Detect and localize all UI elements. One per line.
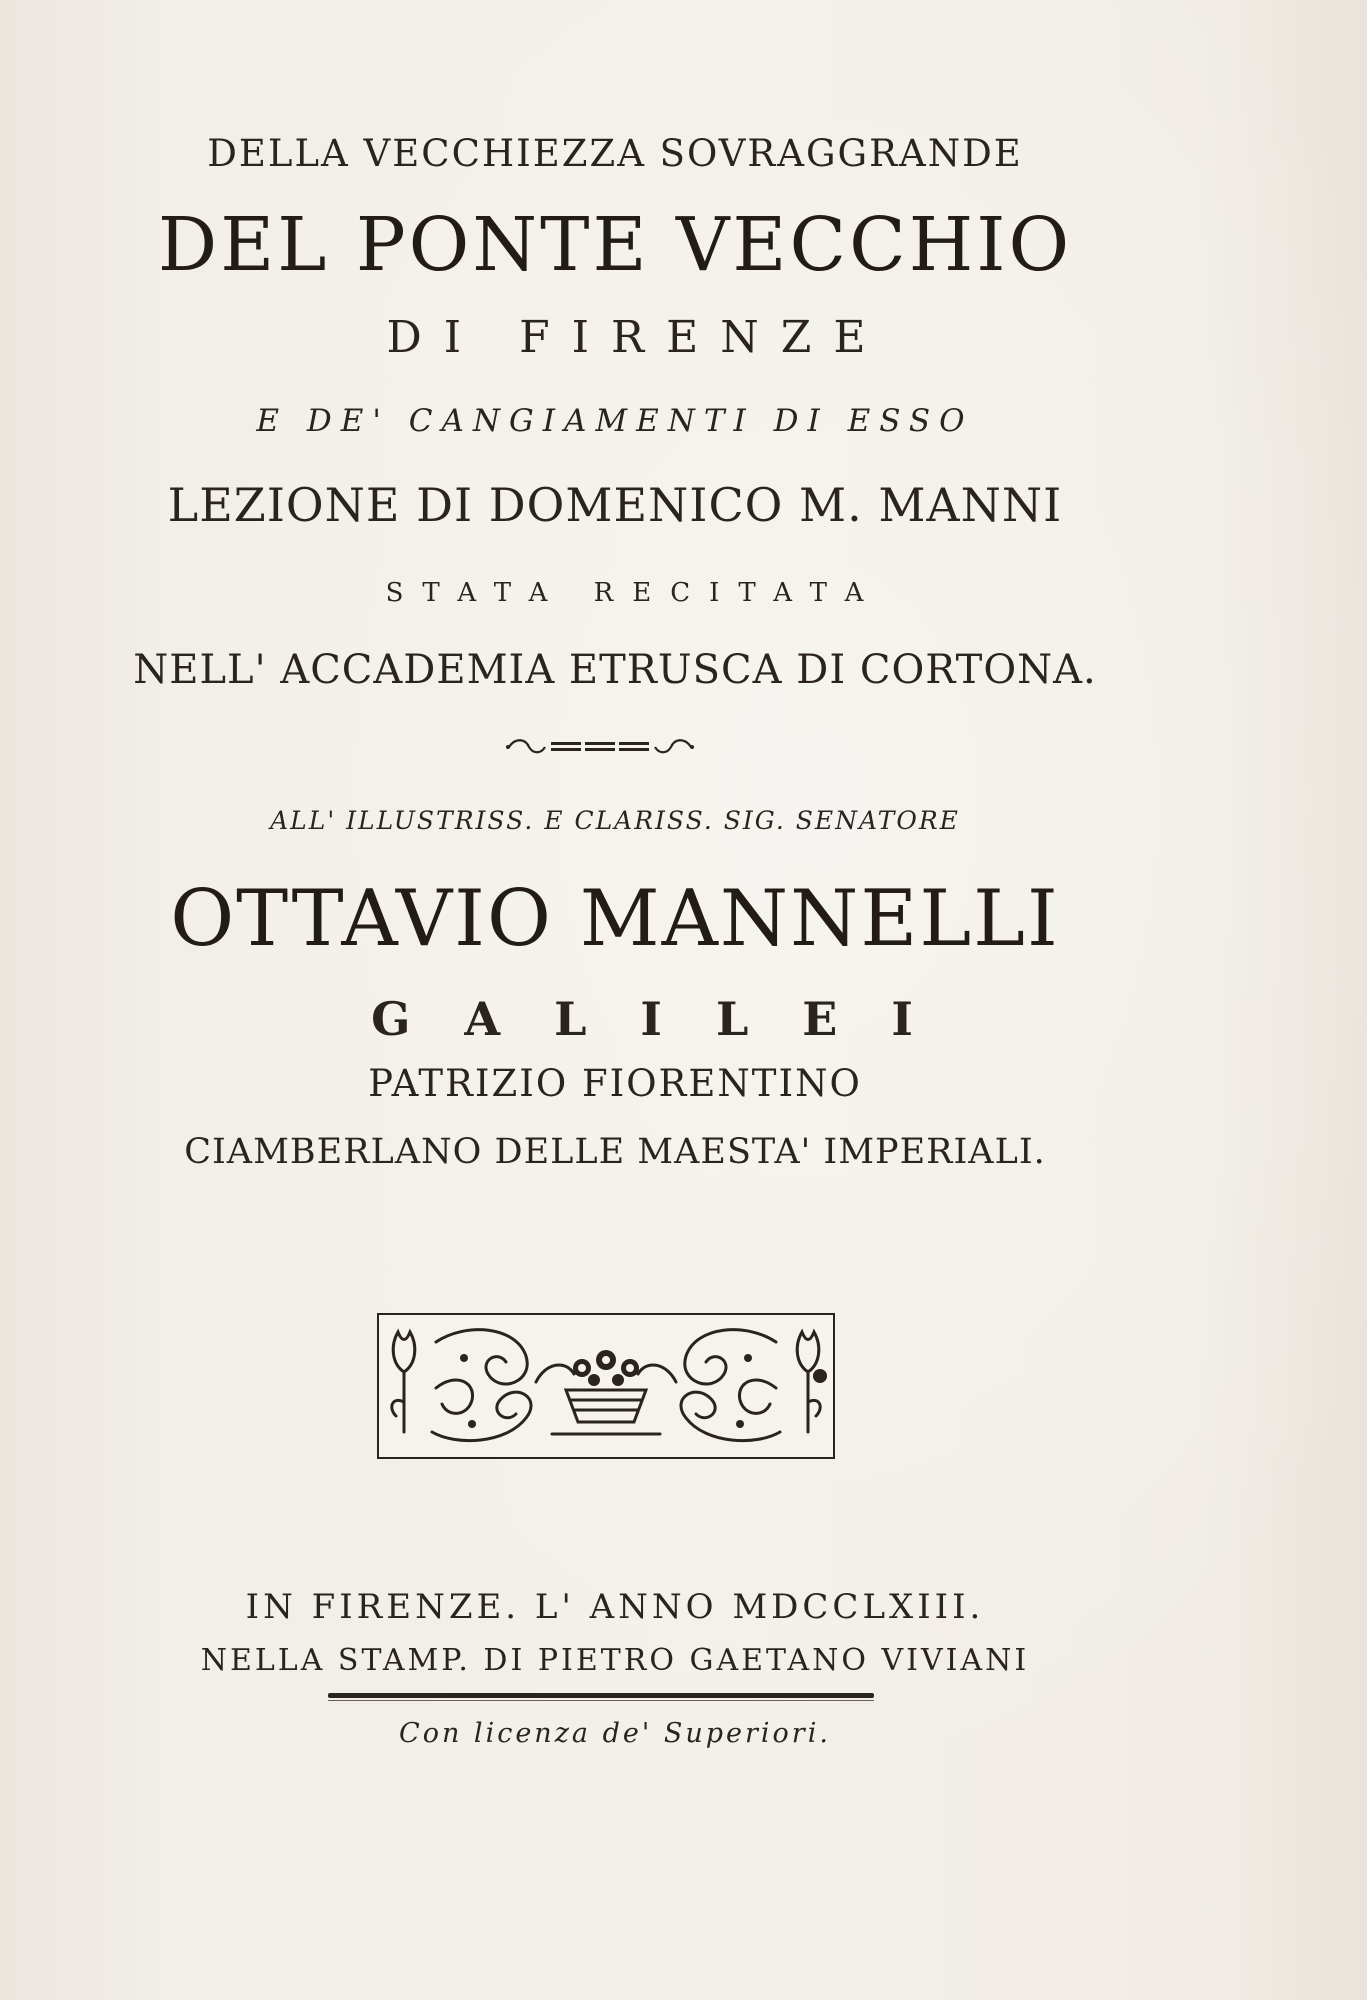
imprint-rule-thin (328, 1700, 874, 1701)
license-line: Con licenza de' Superiori. (399, 1718, 831, 1749)
dedication-intro: ALL' ILLUSTRISS. E CLARISS. SIG. SENATORE (270, 806, 960, 835)
title-line-1: DELLA VECCHIEZZA SOVRAGGRANDE (207, 132, 1023, 175)
subtitle: E DE' CANGIAMENTI DI ESSO (256, 403, 974, 439)
recited-line: STATA RECITATA (385, 578, 883, 608)
author-line: LEZIONE DI DOMENICO M. MANNI (167, 478, 1063, 532)
imprint-printer: NELLA STAMP. DI PIETRO GAETANO VIVIANI (200, 1643, 1030, 1678)
main-title: DEL PONTE VECCHIO (157, 202, 1073, 288)
imprint-place-year: IN FIRENZE. L' ANNO MDCCLXIII. (245, 1587, 985, 1627)
divider-ornament-icon (505, 734, 695, 760)
imprint-rule (328, 1693, 874, 1698)
dedicatee-surname: GALILEI (371, 992, 967, 1046)
academy-line: NELL' ACCADEMIA ETRUSCA DI CORTONA. (133, 647, 1097, 693)
title-line-city: DI FIRENZE (386, 312, 888, 363)
dedicatee-name: OTTAVIO MANNELLI (170, 874, 1060, 964)
dedicatee-title-2: CIAMBERLANO DELLE MAESTA' IMPERIALI. (184, 1132, 1046, 1172)
dedicatee-title-1: PATRIZIO FIORENTINO (368, 1062, 862, 1105)
floral-woodcut-icon (376, 1312, 836, 1460)
